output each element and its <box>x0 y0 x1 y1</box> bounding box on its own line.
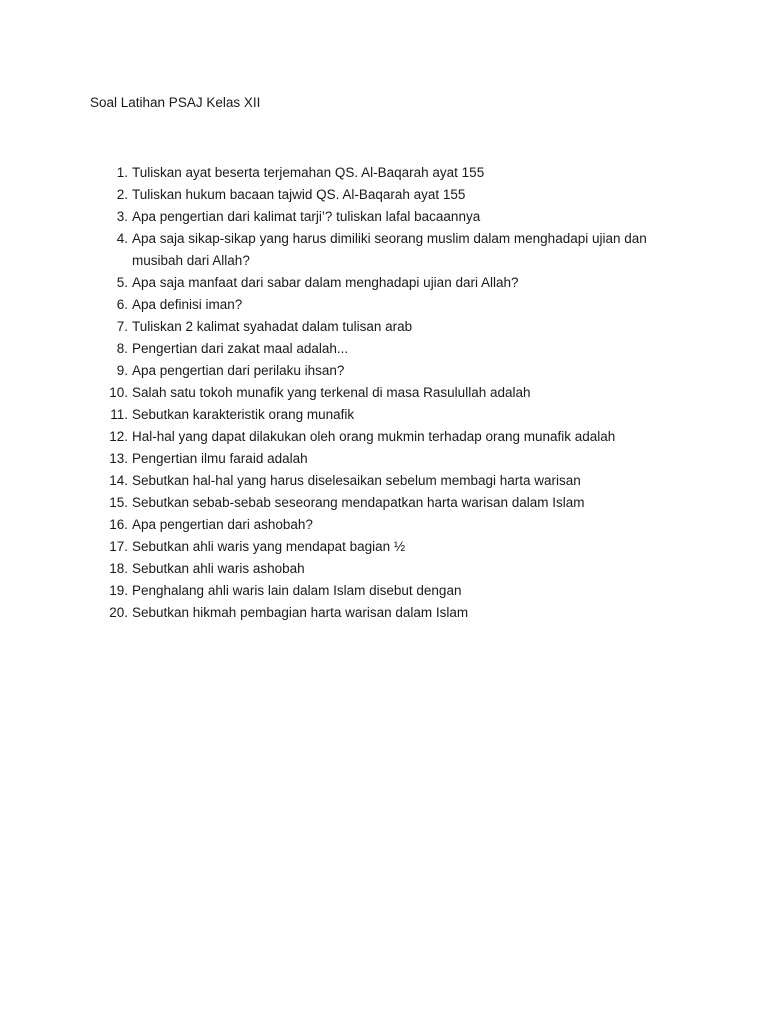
question-number: 17. <box>109 538 128 554</box>
question-text: Apa pengertian dari perilaku ihsan? <box>132 362 345 378</box>
question-list <box>90 162 690 623</box>
question-number: 7. <box>116 318 128 334</box>
question-text: Sebutkan sebab-sebab seseorang mendapatkan harta warisan dalam Islam <box>132 494 585 510</box>
question-text: Pengertian ilmu faraid adalah <box>132 450 308 466</box>
question-item-6 <box>90 294 690 316</box>
question-item-15 <box>90 492 690 514</box>
question-text: Sebutkan ahli waris ashobah <box>132 560 305 576</box>
question-number: 12. <box>109 428 128 444</box>
question-text: Hal-hal yang dapat dilakukan oleh orang mukmin terhadap orang munafik adalah <box>132 428 616 444</box>
question-text: Sebutkan hal-hal yang harus diselesaikan sebelum membagi harta warisan <box>132 472 581 488</box>
question-text: Tuliskan ayat beserta terjemahan QS. Al-Baqarah ayat 155 <box>132 165 485 180</box>
question-item-2 <box>90 184 690 206</box>
document-title: Soal Latihan PSAJ Kelas XII <box>90 95 261 110</box>
question-number: 4. <box>116 230 128 246</box>
question-item-7 <box>90 316 690 338</box>
question-number: 5. <box>116 274 128 290</box>
question-number: 10. <box>109 384 128 400</box>
question-text: Sebutkan hikmah pembagian harta warisan dalam Islam <box>132 604 469 620</box>
question-text: Tuliskan hukum bacaan tajwid QS. Al-Baqarah ayat 155 <box>132 186 466 202</box>
question-number: 11. <box>110 406 128 422</box>
question-item-19 <box>90 580 690 602</box>
question-item-12 <box>90 426 690 448</box>
question-number: 3. <box>116 208 128 224</box>
question-item-4 <box>90 228 690 272</box>
question-item-1 <box>90 162 690 184</box>
question-number: 14. <box>109 472 128 488</box>
question-text: Pengertian dari zakat maal adalah... <box>132 340 349 356</box>
question-text: Apa definisi iman? <box>132 296 243 312</box>
question-number: 16. <box>109 516 128 532</box>
question-text: Sebutkan karakteristik orang munafik <box>132 406 355 422</box>
question-number: 15. <box>109 494 128 510</box>
question-item-5 <box>90 272 690 294</box>
question-item-17 <box>90 536 690 558</box>
question-number: 20. <box>109 604 128 620</box>
question-item-11 <box>90 404 690 426</box>
question-text: Tuliskan 2 kalimat syahadat dalam tulisan arab <box>132 318 413 334</box>
question-number: 2. <box>116 186 128 202</box>
question-text: Apa saja manfaat dari sabar dalam menghadapi ujian dari Allah? <box>132 274 519 290</box>
question-text: Sebutkan ahli waris yang mendapat bagian ½ <box>132 538 406 554</box>
question-item-13 <box>90 448 690 470</box>
question-number: 1. <box>116 165 128 180</box>
question-number: 8. <box>116 340 128 356</box>
question-number: 18. <box>109 560 128 576</box>
question-item-10 <box>90 382 690 404</box>
question-item-3 <box>90 206 690 228</box>
question-item-20 <box>90 602 690 624</box>
question-number: 9. <box>116 362 128 378</box>
question-text: Apa pengertian dari ashobah? <box>132 516 313 532</box>
question-item-9 <box>90 360 690 382</box>
question-item-18 <box>90 558 690 580</box>
question-item-8 <box>90 338 690 360</box>
question-text: Apa pengertian dari kalimat tarji’? tuliskan lafal bacaannya <box>132 208 481 224</box>
question-number: 19. <box>109 582 128 598</box>
question-item-14 <box>90 470 690 492</box>
question-number: 6. <box>116 296 128 312</box>
question-number: 13. <box>109 450 128 466</box>
question-text: Salah satu tokoh munafik yang terkenal di masa Rasulullah adalah <box>132 384 531 400</box>
question-item-16 <box>90 514 690 536</box>
question-text: Penghalang ahli waris lain dalam Islam disebut dengan <box>132 582 462 598</box>
question-text: Apa saja sikap-sikap yang harus dimiliki seorang muslim dalam menghadapi ujian dan musibah dari Allah? <box>132 230 647 268</box>
